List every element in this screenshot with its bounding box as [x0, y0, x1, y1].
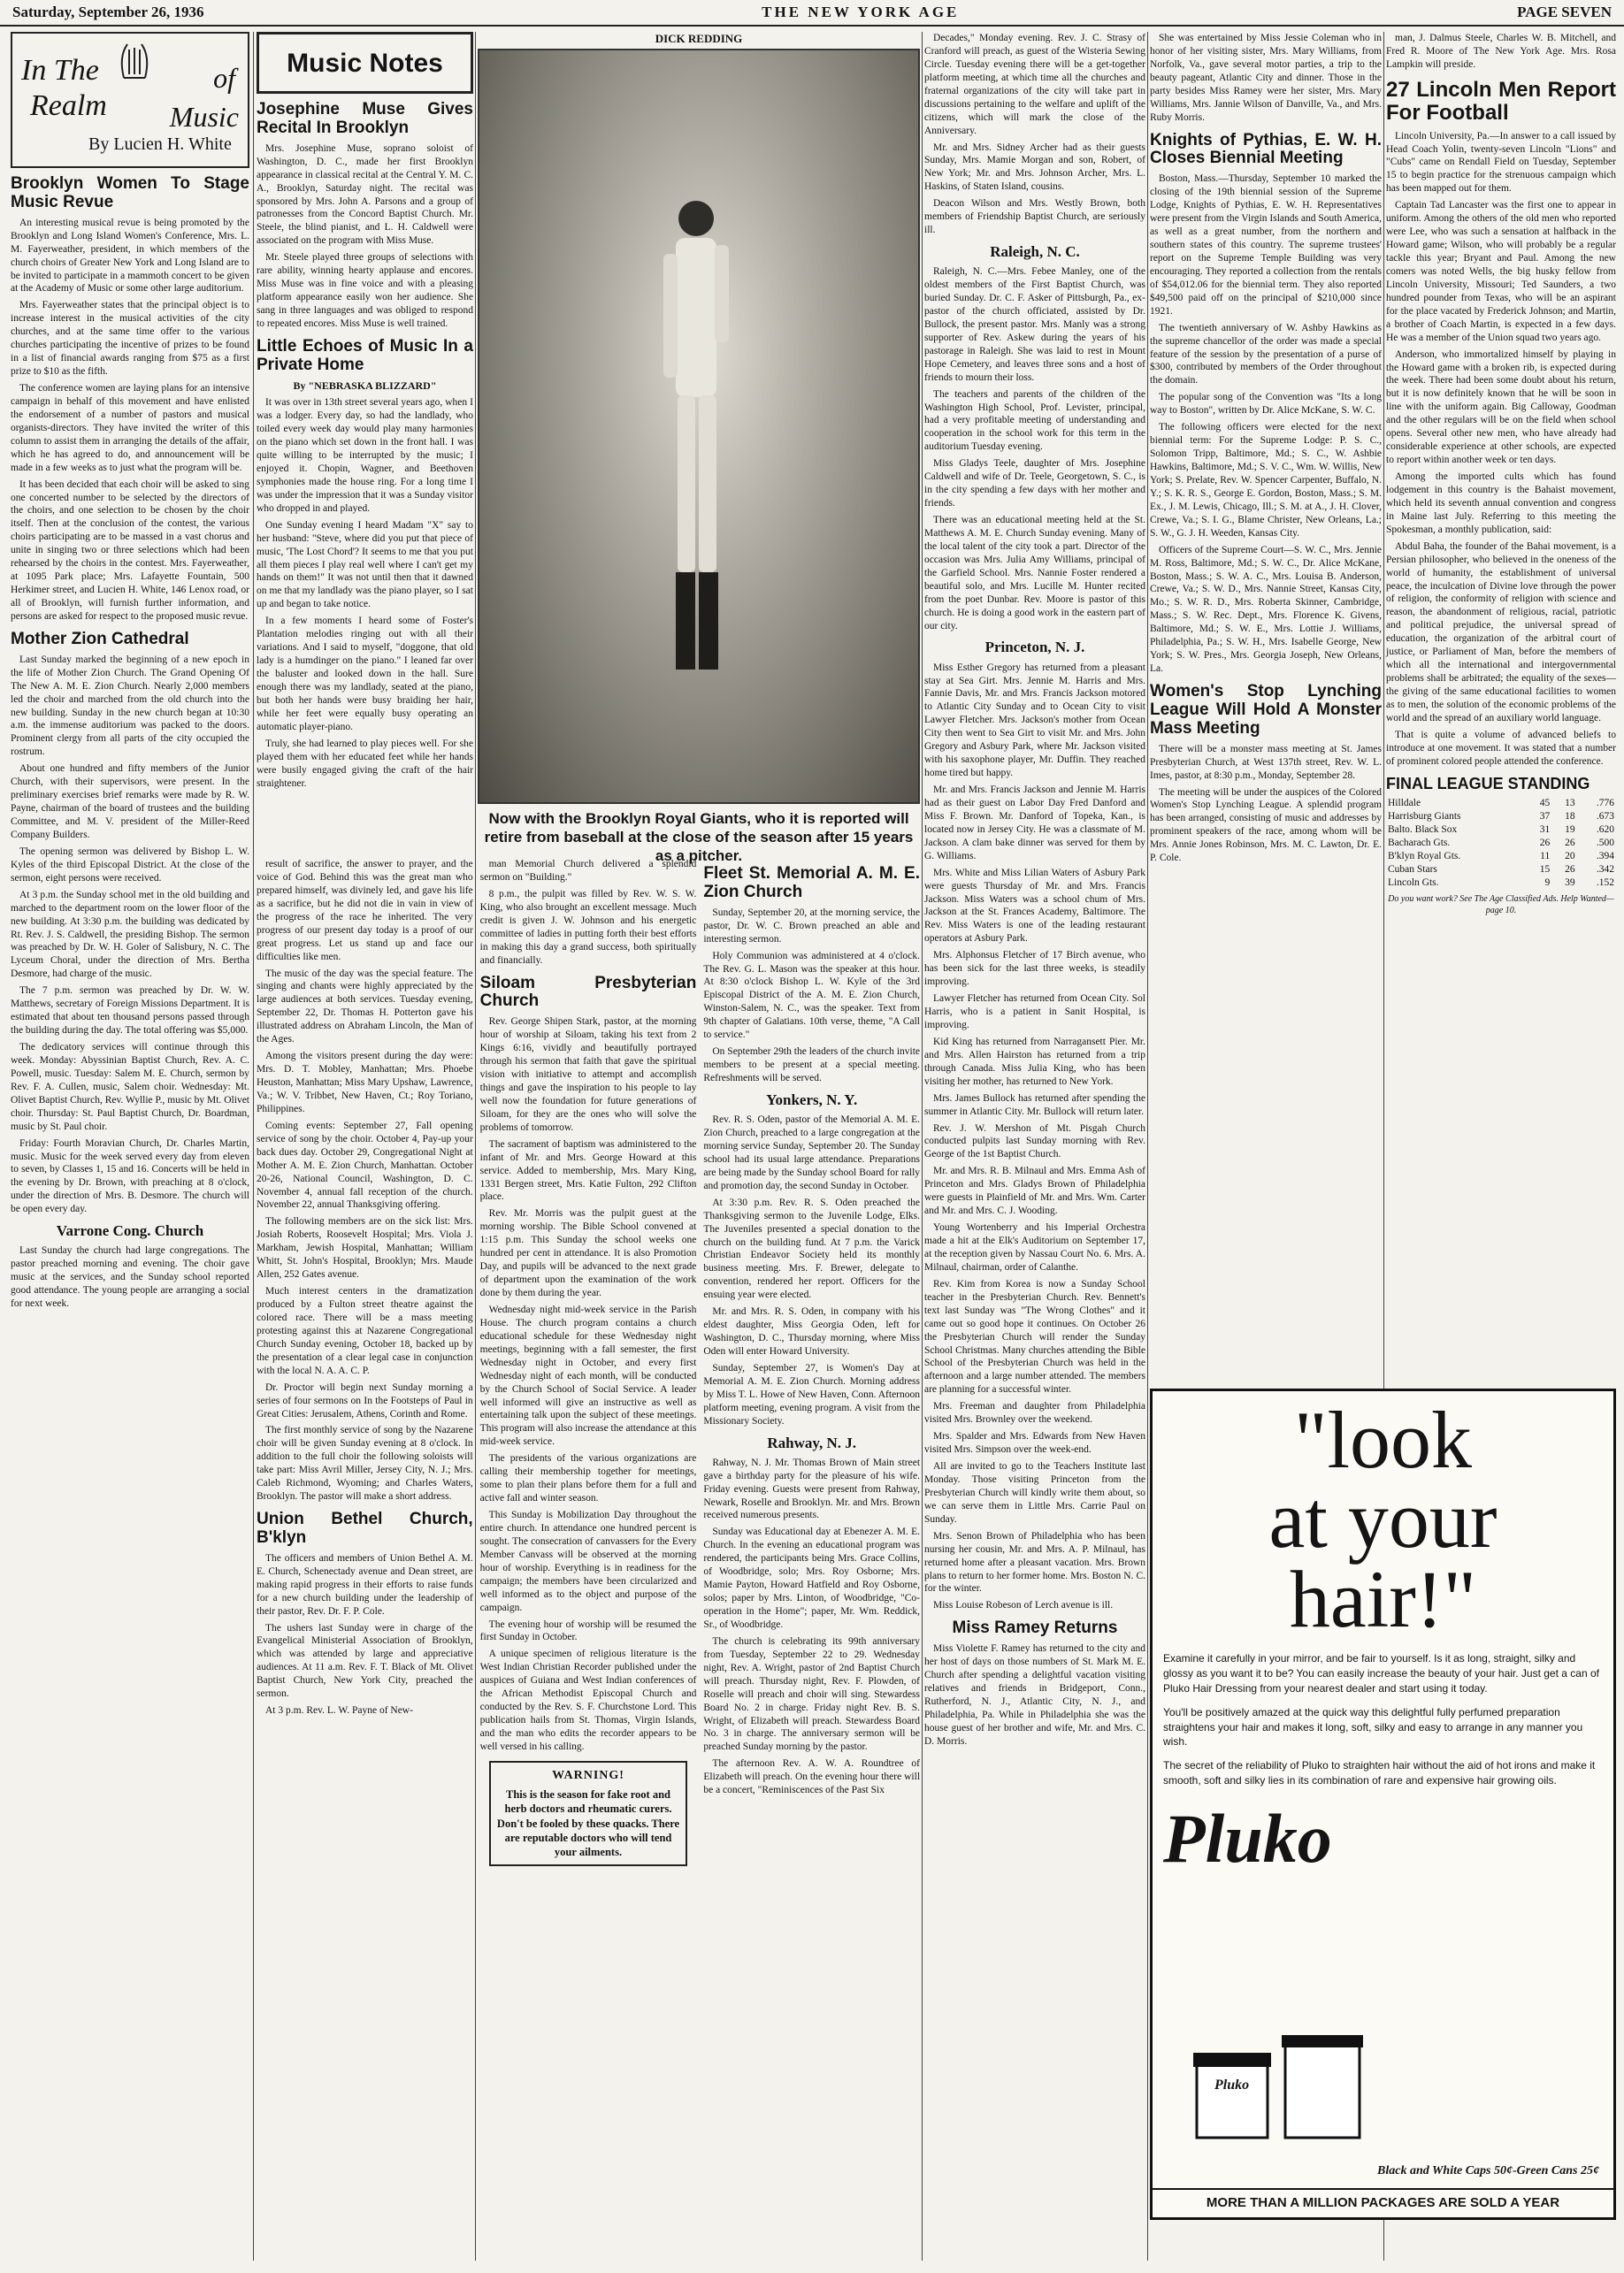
realm-logo-line: of [213, 62, 235, 94]
ad-footer: MORE THAN A MILLION PACKAGES ARE SOLD A YEAR [1153, 2188, 1613, 2210]
team-name: Lincoln Gts. [1388, 876, 1439, 888]
article-paragraph: Miss Gladys Teele, daughter of Mrs. Josephine Caldwell and wife of Dr. Teele, Georgetown, S. C., is in the city spending a few days with her mother and friends. [924, 458, 1145, 509]
article-paragraph: This Sunday is Mobilization Day throughout the entire church. In attendance one hundred percent is sought. The consecration of canvassers for the Every Member Canvass will be observed at the morning hour of worship. Everything is in readiness for the campaign; the members have been circularized and well informed as to the object and purpose of the campaign. [479, 1510, 697, 1613]
standing-row [1386, 797, 1616, 810]
team-name: Cuban Stars [1388, 863, 1437, 875]
article-paragraph: Mrs. Spalder and Mrs. Edwards from New Haven visited Mrs. Simpson over the week-end. [924, 1431, 1145, 1456]
article-paragraph: There was an educational meeting held at the St. Matthews A. M. E. Church Sunday evening. Many of the local talent of the city took a part. Director of the occasion was Mrs. Julia Amy Williams, principal of the Garfield School. Mrs. Nannie Foster rendered a beautiful solo, and Mrs. Lucille M. Hunter recited from the poet Dunbar. Rev. Moore is pastor of this church. He is doing a good work in the eastern part of our city. [924, 515, 1145, 631]
ad-price-tag: Black and White Caps 50¢-Green Cans 25¢ [1377, 2164, 1599, 2177]
article-paragraph: At 3 p.m. the Sunday school met in the old building and marched to the department room on the lower floor of the new building. At 3:30 p.m. the building was dedicated by Rt. Rev. J. S. Caldwell, the presiding Bishop. The sermon was preached by Dr. W. H. Goler of Salisbury, N. C. The Lyceum Choral, under the direction of Mrs. Bertha Desmore, had charge of the music. [11, 889, 249, 980]
article-paragraph: Deacon Wilson and Mrs. Westly Brown, both members of Friendship Baptist Church, are seriously ill. [924, 198, 1145, 236]
article-paragraph: At 3:30 p.m. Rev. R. S. Oden preached the Thanksgiving sermon to the Juvenile Lodge, Elks. The Juveniles presented a special donation to the church on the building fund. At 7 p.m. the Varick Christian Endeavor Society held its monthly business meeting. Mrs. F. Brewer, delegate to convention, rendered her report. Officers for the ensuing year were elected. [703, 1197, 921, 1301]
masthead-date: Saturday, September 26, 1936 [12, 4, 204, 20]
article-paragraph: Holy Communion was administered at 4 o'clock. The Rev. G. L. Mason was the speaker at this hour. At 8:30 o'clock Bishop L. W. Kyle of the 3rd Episcopal District of the A. M. E. Zion Church, Winston-Salem, N. C., was the speaker. Text from 9th chapter of Galatians. 10th verse, theme, "A Call to service." [703, 950, 921, 1041]
article-paragraph: Dr. Proctor will begin next Sunday morning a series of four sermons on In the Footsteps of Paul in Great Cities: Jerusalem, Athens, Corinth and Rome. [257, 1381, 473, 1420]
article-headline: Fleet St. Memorial A. M. E. Zion Church [703, 864, 921, 901]
article-paragraph: Lawyer Fletcher has returned from Ocean City. Sol Harris, who is a patient in Sanit Hospital, is improving. [924, 993, 1145, 1030]
team-name: B'klyn Royal Gts. [1388, 850, 1461, 861]
article-paragraph: Boston, Mass.—Thursday, September 10 marked the closing of the 19th biennial session of the Supreme Lodge, Knights of Pythias, E. W. H. Representatives were present from the Virgin Islands and South America, as well as a great number, from the northern and southern states of this country. The supreme trustees' report on the Supreme Temple Building was very encouraging. They reported a collection from the rentals of $54,012.06 for the biennial term. They also reported $49,500 paid off on the principal of $210,000 since 1921. [1150, 173, 1382, 317]
article-paragraph: Much interest centers in the dramatization produced by a Fulton street theatre against the colored race. There will be a mass meeting protesting against this at Nazarene Congregational Church Sunday evening, October 18, backed up by the presentation of a clear legal case in conjunction with the local N. A. A. C. P. [257, 1286, 473, 1376]
article-paragraph: The sacrament of baptism was administered to the infant of Mr. and Mrs. George Howard at this service. Added to membership, Mrs. Mary King, 1331 Bergen street, Mrs. Katie Fulton, 292 Clifton place. [479, 1138, 697, 1203]
realm-of-music-logo [11, 32, 249, 168]
article-paragraph: The presidents of the various organizations are calling their membership together for meetings, some to plan their plans before them for a full and active fall and winter season. [479, 1453, 697, 1504]
article-paragraph: Rev. R. S. Oden, pastor of the Memorial A. M. E. Zion Church, preached to a large congregation at the morning service Sunday, September 20. The Sunday school had its usual large attendance. Preparations are being made by the Sunday school Board for rally and promotion day, the second Sunday in October. [703, 1114, 921, 1191]
article-subhead: Raleigh, N. C. [990, 243, 1080, 261]
article-paragraph: The first monthly service of song by the Nazarene choir will be given Sunday evening at 8 o'clock. In addition to the full choir the following soloists will take part: Miss Avril Miller, Jersey City, N. J.; Mrs. Caleb Richmond, Wyoming; and Charles Waters, Brooklyn. The pastor will make a short address. [257, 1425, 473, 1503]
standing-value: 26 [1539, 837, 1551, 848]
realm-logo-line: Music [169, 101, 239, 133]
standing-row [1386, 876, 1616, 890]
article-subhead: Yonkers, N. Y. [766, 1091, 858, 1108]
team-name: Bacharach Gts. [1388, 837, 1451, 848]
article-subhead: Varrone Cong. Church [56, 1222, 204, 1240]
article-paragraph: Decades," Monday evening. Rev. J. C. Strasy of Cranford will preach, as guest of the Wisteria Sewing Circle. Tuesday evening there will be a get-together platform meeting, at which time all the churches and fraternal organizations of the city will take part in discussions pertaining to the welfare and uplift of the citizens, which will mark the close of the Anniversary. [924, 33, 1145, 136]
article-paragraph: That is quite a volume of advanced beliefs to introduce at one movement. It was stated that a number of prominent colored people attended the conference. [1386, 729, 1616, 767]
column-5 [1150, 32, 1382, 1358]
ad-headline-line: hair!" [1289, 1554, 1477, 1645]
standing-value: 19 [1565, 823, 1575, 835]
realm-logo-line: In The [21, 54, 99, 87]
ad-copy-paragraph: Examine it carefully in your mirror, and be fair to yourself. Is it as long, straight, silky and glossy as you want it to be? You can easily increase the beauty of your hair. Just get a can of Pluko Hair Dressing from your nearest dealer and start using it today. [1163, 1652, 1599, 1695]
article-paragraph: Last Sunday the church had large congregations. The pastor preached morning and evening. The choir gave music at the services, and the Sunday school reported good attendance. The young people are arranging a social for next week. [11, 1245, 249, 1310]
article-paragraph: One Sunday evening I heard Madam "X" say to her husband: "Steve, where did you put that piece of music, 'The Lost Chord'? It seems to me that you put all them pieces I play real well where I can't get my hands on them!" It was not until then that it dawned on me that my landlady was the piano player, so I sat up and began to take notice. [257, 519, 473, 610]
article-paragraph: Last Sunday marked the beginning of a new epoch in the life of Mother Zion Church. The Grand Opening Of The New A. M. E. Zion Church. Nearly 2,000 members led the choir and marched from the old church into the new building. Sunday in the new church began at 10:30 a.m. the immense auditorium was packed to the doors. Prominent clergy from all parts of the city occupied the rostrum. [11, 654, 249, 758]
column-rule [1147, 32, 1148, 2261]
article-paragraph: Mrs. Senon Brown of Philadelphia who has been nursing her cousin, Mr. and Mrs. A. P. Milnaul, has returned home after a pleasant vacation. Mrs. Brown plans to return to her former home. Mrs. Boston N. C. for the winter. [924, 1530, 1145, 1595]
standing-value: .394 [1596, 850, 1614, 861]
article-paragraph: The meeting will be under the auspices of the Colored Women's Stop Lynching League. A splendid program has been arranged, consisting of music and addresses by prominent speakers of the race, among whom will be Mrs. Annie Jones Robinson, Mrs. M. C. Lawton, Dr. E. P. Cole. [1150, 786, 1382, 864]
article-paragraph: Friday: Fourth Moravian Church, Dr. Charles Martin, music. Music for the week served every day from eleven to seven, by Classes 1, 15 and 16. Concerts will be held in the evening by Dr. Brown, with preaching at 8 o'clock, under the direction of Mrs. B. Desmore. The church will be open every day. [11, 1137, 249, 1215]
standing-value: 31 [1539, 823, 1551, 835]
ad-headline [1163, 1395, 1603, 1645]
standing-row [1386, 863, 1616, 876]
article-paragraph: Rev. Mr. Morris was the pulpit guest at the morning worship. The Bible School convened at 1:15 p.m. This Sunday the school weeks one hundred per cent in attendance. It is also Promotion Day, and pupils will be advanced to the next grade of department upon the examination of the work done by them during the year. [479, 1208, 697, 1299]
article-paragraph: Miss Violette F. Ramey has returned to the city and her host of days on those numbers of St. Mark M. E. Church after spending a delightful vacation visiting relatives and friends in Bridgeport, Conn., Rutherford, N. J., Atlantic City, N. J., and Philadelphia, Pa. While in Philadelphia she was the house guest of her brother and wife, Mr. and Mrs. C. D. Morris. [924, 1643, 1145, 1747]
article-paragraph: The officers and members of Union Bethel A. M. E. Church, Schenectady avenue and Dean street, are making rapid progress in their efforts to raise funds for a new church building under the leadership of their pastor, Rev. Dr. F. P. Cole. [257, 1552, 473, 1617]
article-paragraph: The 7 p.m. sermon was preached by Dr. W. W. Matthews, secretary of Foreign Missions Department. It is estimated that about ten thousand persons passed through the building during the day. The total offering was $5,000. [11, 985, 249, 1037]
article-paragraph: The music of the day was the special feature. The singing and chants were highly appreciated by the large audiences at both services. Tuesday evening, September 22, Dr. Thomas H. Potterton gave his illustrated address on Abraham Lincoln, the Man of the Ages. [257, 968, 473, 1045]
article-paragraph: The dedicatory services will continue through this week. Monday: Abyssinian Baptist Church, Rev. A. C. Powell, music. Tuesday: Salem M. E. Church, sermon by Rev. F. A. Cullen, music, Salem choir. Wednesday: Mt. Olivet Baptist Church, Rev. Wyllie P., music by Mt. Olivet choir. Thursday: St. Paul Baptist Church, Dr. Boardman, music by St. Paul choir. [11, 1042, 249, 1132]
column-3b-lower [703, 858, 920, 2255]
article-paragraph: man Memorial Church delivered a splendid sermon on "Building." [479, 859, 697, 883]
realm-logo-author: By Lucien H. White [88, 134, 232, 154]
article-paragraph: 8 p.m., the pulpit was filled by Rev. W. S. W. King, who also brought an excellent message. Much credit is given J. W. Johnson and his energetic committee of ladies in putting forth their best efforts in making this day a grand success, both spiritually and financially. [479, 888, 697, 966]
classified-note: Do you want work? See The Age Classified Ads. Help Wanted—page 10. [1388, 893, 1614, 915]
ad-headline-line: "look [1293, 1395, 1473, 1485]
column-3a-lower [480, 858, 697, 2255]
article-paragraph: Truly, she had learned to play pieces well. For she played them with her educated feet while her hands were busily engaged giving the craft of the hair straightener. [257, 738, 473, 789]
standing-value: 39 [1565, 876, 1575, 888]
column-1 [11, 32, 249, 2261]
column-rule [253, 32, 254, 2261]
standing-value: 20 [1565, 850, 1575, 861]
article-paragraph: Mr. and Mrs. R. B. Milnaul and Mrs. Emma Ash of Princeton and Mrs. Gladys Brown of Philadelphia were guests in Plainfield of Mr. and Mrs. Wm. Carter and Mr. and Mrs. C. J. Wooding. [924, 1166, 1145, 1217]
article-paragraph: Miss Louise Robeson of Lerch avenue is ill. [933, 1600, 1114, 1611]
article-paragraph: Mrs. Freeman and daughter from Philadelphia visited Mrs. Brownley over the weekend. [924, 1401, 1145, 1426]
standing-value: .500 [1596, 837, 1614, 848]
ad-copy-paragraph: The secret of the reliability of Pluko to straighten hair without the aid of hot irons and make it smooth, soft and silky lies in its combination of rare and expensive hair growing oils. [1163, 1759, 1596, 1787]
article-headline: Women's Stop Lynching League Will Hold A Monster Mass Meeting [1150, 682, 1382, 738]
article-paragraph: Miss Esther Gregory has returned from a pleasant stay at Sea Girt. Mrs. Jennie M. Harris and Mrs. Fannie Davis, Mr. and Mrs. Francis Jackson motored to Atlantic City Sunday and to Ocean City to visit Lawyer Fletcher. Mrs. Jackson's mother from Ocean City then went to Sea Girt to visit Mr. and Mrs. John Gregory and Asbury Park, where Mr. Jackson visited with his saxophone player, Mr. Duffin. They reached home tired but happy. [924, 662, 1145, 779]
standing-value: .152 [1596, 876, 1614, 888]
article-byline: By "NEBRASKA BLIZZARD" [293, 379, 437, 392]
standing-value: .620 [1596, 823, 1614, 835]
article-paragraph: Anderson, who immortalized himself by playing in the Howard game with a broken rib, is expected during the week. There had been some doubt about his return, but it is now definitely known that he will be soon in line with the uniform again. Big Calloway, Goodman and the other regulars will be on the field when school opens. Several other new men, who have already had considerable experience at other schools, are expected to report within another week or ten days. [1386, 348, 1616, 466]
ad-brand-name: Pluko [1163, 1799, 1332, 1877]
team-name: Harrisburg Giants [1388, 810, 1461, 822]
article-paragraph: Officers of the Supreme Court—S. W. C., Mrs. Jennie M. Ross, Baltimore, Md.; S. W. C., Dr. Alice McKane, Boston, Mass.; S. W. A. C., Mrs. Louisa B. Anderson, Crewe, Va.; S. W. D., Mrs. Nannie Street, Kansas City, Mo.; S. W. R. D., Mrs. Roberta Skinner, Cambridge, Mass.; S. W. Rec. Dept., Mrs. Florence K. Givens, Baltimore, Md.; S. W. E., Mrs. Lottie J. Williams, Philadelphia, Pa.; S. W. H., Mrs. Isabelle George, New York; S. W. Pres., Mrs. Georgia Joseph, New Orleans, La. [1150, 544, 1382, 675]
masthead-page-number: PAGE SEVEN [1517, 4, 1612, 20]
article-paragraph: Mrs. James Bullock has returned after spending the summer in Atlantic City. Mr. Bullock will return later. [924, 1092, 1145, 1117]
lyre-icon [117, 39, 152, 81]
standing-value: 15 [1539, 863, 1551, 875]
column-rule [922, 32, 923, 2261]
article-paragraph: Sunday, September 27, is Women's Day at Memorial A. M. E. Zion Church. Morning address by Miss T. L. Howe of New Haven, Conn. Afternoon platform meeting, evening program. A visit from the Missionary Society. [703, 1362, 921, 1427]
photo-caption: Now with the Brooklyn Royal Giants, who it is reported will retire from baseball at the close of the season after 15 years as a pitcher. [484, 809, 914, 865]
article-paragraph: The evening hour of worship will be resumed the first Sunday in October. [479, 1619, 697, 1643]
team-name: Balto. Black Sox [1388, 823, 1458, 835]
article-headline: Siloam Presbyterian Church [479, 973, 697, 1011]
article-headline: Miss Ramey Returns [952, 1619, 1118, 1638]
column-4 [924, 32, 1145, 2261]
article-paragraph: Mr. and Mrs. Francis Jackson and Jennie M. Harris had as their guest on Labor Day Fred Danford and Miss F. Brown. Mr. Danford of Topeka, Kan., is located now in Jersey City. He was a classmate of M. Jackson. A clam bake dinner was served for them by G. Williams. [924, 784, 1145, 861]
article-paragraph: It has been decided that each choir will be asked to sing one concerted number to be selected by the directors of the choirs, and one selection to be chosen by the choir itself. Then at the conclusion of the contest, the various choirs participating are to be massed in a vast chorus and unite in singing two or three selections which had been rehearsed by the choirs in the contest. Mrs. Fayerweather, at 1095 Park place; Mrs. Lafayette Fountain, 500 Herkimer street, and Lucien H. White, 146 Lenox road, or all of Brooklyn, will furnish further information, and persons are asked for respect to the proposed music revue. [11, 478, 249, 622]
article-paragraph: The following officers were elected for the next biennial term: For the Supreme Lodge: P. S. C., Solomon Tripp, Baltimore, Md.; S. C., W. Ashbie Hawkins, Baltimore, Md.; S. V. C., Wm. W. Willis, New York; S. Prelate, Rev. W. Spencer Carpenter, Buffalo, N. Y.; S. K. R. S., George E. Gordon, Boston, Mass.; S. M. Ex., J. M. Lewis, Chicago, Ill.; S. M. at A., J. H. Clover, Crewe, Va.; S. I. G., Blame Christer, New Orleans, La.; S. W., G. J. H. Weeden, Kansas City. [1150, 422, 1382, 539]
article-paragraph: Rev. George Shipen Stark, pastor, at the morning hour of worship at Siloam, taking his text from 2 Kings 6:16, vividly and beautifully portrayed through his sermon that faith that gave the spiritual vision with initiative to attempt and accomplish things and gave the inspiration to his people to lay well now the foundation for future generations of Siloam, for they are the ones who will solve the problems of tomorrow. [479, 1016, 697, 1133]
article-paragraph: Mr. Steele played three groups of selections with rare ability, winning hearty applause and encores. Miss Muse was in fine voice and with a pleasing platform appearance easily won her audience. She sang in three languages and was obliged to respond to repeated encores. Miss Muse is well trained. [257, 252, 473, 329]
music-notes-banner: Music Notes [257, 32, 473, 94]
article-paragraph: Mrs. Fayerweather states that the principal object is to increase interest in the musical activities of the city churches, and at the same time offer to the various churches participating the incentive of prizes to be found in a list of financial awards ranging from $75 as a first prize to $10 as the fifth. [11, 300, 249, 378]
league-standing-table [1386, 774, 1616, 916]
masthead-paper-name: THE NEW YORK AGE [762, 4, 960, 20]
standing-row [1386, 810, 1616, 823]
article-paragraph: Captain Tad Lancaster was the first one to appear in uniform. Among the others of the old men who reported were Lee, who was such a sensation at halfback in the Howard game; Wilson, who will probably be a regular tackle this year; Bryant and Paul. Among the new comers was noted Wells, the big husky fellow from Lincoln University, Missouri; Ted Saunders, a two hundred pounder from Texas, who will be an aspirant for the place vacated by Frederick Johnson; and Martin, a brother of Coach Martin, is expected in a few days. He was a member of the Union squad two years ago. [1386, 200, 1616, 343]
standing-value: 26 [1565, 837, 1575, 848]
standing-value: .342 [1596, 863, 1614, 875]
article-paragraph: result of sacrifice, the answer to prayer, and the voice of God. Behind this was the great man who prepared himself, was divinely led, and gave his life as a sacrifice, but he did not die in vain in view of the progress of the race he inherited. The very progress of our present day today is a proof of our great progress. Let us stand up and face our difficulties like men. [257, 859, 473, 962]
article-paragraph: man, J. Dalmus Steele, Charles W. B. Mitchell, and Fred R. Moore of The New York Age. Mrs. Rosa Lampkin will preside. [1386, 33, 1616, 70]
article-paragraph: Kid King has returned from Narragansett Pier. Mr. and Mrs. Allen Hairston has returned from a trip through Canada. Miss Julia King, who has been visiting her mother, has returned to New York. [924, 1036, 1145, 1087]
standing-value: 13 [1565, 798, 1575, 809]
standing-value: 18 [1565, 810, 1575, 822]
article-headline: Mother Zion Cathedral [11, 629, 189, 648]
article-paragraph: Raleigh, N. C.—Mrs. Febee Manley, one of the oldest members of the First Baptist Church, was buried Sunday. Dr. C. F. Asker of Pittsburgh, Pa., ex-pastor of the church officiated, assisted by Dr. Bullock, the present pastor. Mrs. Manly was a strong supporter of Rev. Askew during the years of his pastorage in Raleigh. She was laid to rest in Mount Hope Cemetery, and leaves three sons and a host of friends to mourn their loss. [924, 266, 1145, 383]
pluko-advertisement-wrapper [1150, 1380, 1616, 2220]
article-paragraph: All are invited to go to the Teachers Institute last Monday. Those visiting Princeton from the Presbyterian Church will kindly write them about, so we can serve them in Little Mrs. Carrie Paul on Sunday. [924, 1461, 1145, 1525]
article-headline: Josephine Muse Gives Recital In Brooklyn [257, 100, 473, 137]
realm-logo-line: Realm [30, 89, 107, 122]
article-headline: Knights of Pythias, E. W. H. Closes Biennial Meeting [1150, 130, 1382, 168]
article-paragraph: There will be a monster mass meeting at St. James Presbyterian Church, at West 137th street, Rev. W. L. Imes, pastor, at 8:30 p.m., Monday, September 28. [1150, 743, 1382, 781]
article-paragraph: Wednesday night mid-week service in the Parish House. The church program contains a church educational schedule for these Wednesday night meetings, beginning with a fall semester, the first Wednesday night in October, and every first Wednesday night of each month, will be conducted by the Church School of Social Service. A leader well informed will give an instructive as well as entertaining talk upon the subject of these meetings. This program will also increase the attendance at this mid-week service. [479, 1304, 697, 1448]
ad-copy [1163, 1651, 1603, 1787]
article-paragraph: On September 29th the leaders of the church invite members to be present at a special meeting. Refreshments will be served. [703, 1046, 921, 1084]
article-paragraph: Mrs. Josephine Muse, soprano soloist of Washington, D. C., made her first Brooklyn appearance in classical recital at the Central Y. M. C. A., Brooklyn, Saturday night. The recital was sponsored by Mrs. John A. Parsons and a group of patronesses from the Concord Baptist Church. Mr. Steele, the blind pianist, and L. H. Caldwell were associated on the program with Miss Muse. [257, 142, 473, 247]
article-paragraph: Mrs. White and Miss Lilian Waters of Asbury Park were guests Thursday of Mr. and Mrs. Francis Jackson. Miss Waters was a school chum of Mrs. Jackson at the St. Frances Academy, Baltimore. The Rev. Miss Waters is one of the leading restaurant operators at Asbury Park. [924, 867, 1145, 945]
jar-label-text: Pluko [1214, 2078, 1250, 2093]
article-subhead: Rahway, N. J. [767, 1434, 856, 1451]
article-paragraph: Rahway, N. J. Mr. Thomas Brown of Main street gave a birthday party for the pleasure of his wife. Friday evening. Guests were present from Rahway, Newark, Roselle and Brooklyn. Mr. and Mrs. Brown received numerous presents. [703, 1457, 921, 1521]
article-paragraph: Among the visitors present during the day were: Mrs. D. T. Mobley, Manhattan; Mrs. Phoebe Heuston, Manhattan; Miss Mary Upshaw, Lawrence, Va.; W. V. Tribbet, New Haven, Ct.; Roy Toriano, Philippines. [257, 1051, 473, 1114]
column-2-lower [257, 858, 473, 2255]
league-standing-title: FINAL LEAGUE STANDING [1386, 774, 1590, 792]
standing-row [1386, 850, 1616, 863]
ad-headline-line: at your [1268, 1474, 1498, 1565]
team-name: Hilldale [1388, 798, 1421, 809]
article-paragraph: The popular song of the Convention was "Its a long way to Boston", written by Dr. Alice McKane, S. W. C. [1150, 392, 1382, 417]
article-paragraph: In a few moments I heard some of Foster's Plantation melodies ringing out with all their variations. And I said to myself, "doggone, that old lady is a humdinger on the piano." I leaned far over the baluster and looked down in the hall. Sure enough there was my landlady, seated at the piano, but both her hands were busy braiding her hair, while her feet were equally busy operating an automatic player-piano. [257, 616, 473, 732]
article-paragraph: Rev. Kim from Korea is now a Sunday School teacher in the Presbyterian Church. Rev. Bennett's text last Sunday was "The Wrong Clothes" and it came out so good hope it continues. On October 26 the Presbyterian Church will render the Sunday School Christmas. Many churches attending the Bible School of the Presbyterian Church was held in the afternoon and a large number attended. The members are planning for a successful winter. [924, 1278, 1145, 1396]
article-paragraph: The ushers last Sunday were in charge of the Evangelical Ministerial Association of Brooklyn, which was attended by large and appreciative audiences. At 11 a.m. Rev. F. T. Black of Mt. Olivet Baptist Church, New York City, preached the sermon. [257, 1622, 473, 1700]
article-paragraph: About one hundred and fifty members of the Junior Church, with their supervisors, were present. In the preliminary exercises brief remarks were made by R. W. Payne, chairman of the board of trustees and the building Committee, and M. V. president of the Miller-Reed Company Builders. [11, 763, 249, 840]
article-paragraph: The afternoon Rev. A. W. A. Roundtree of Elizabeth will preach. On the evening hour there will be a concert, "Reminiscences of the Past Six [703, 1758, 921, 1796]
warning-box [489, 1761, 688, 1866]
standing-row [1386, 837, 1616, 850]
standing-value: .776 [1596, 798, 1614, 809]
article-paragraph: Sunday was Educational day at Ebenezer A. M. E. Church. In the evening an educational program was rendered, the participants being Mrs. Grace Collins, of Woodbridge, solo; Mrs. Roy Osborne; Mrs. Mamie Payton, Howard Hatfield and Roy Osborne, solos; paper by Mrs. Linton, of Woodbridge, "Co-operation in the Home"; paper, Mr. Wm. Reddick, Sr., of Woodbridge. [703, 1527, 921, 1630]
article-paragraph: Among the imported cults which has found lodgement in this country is the Bahaist movement, which held its seventh annual convention and congress in Maine last July. Referring to this meeting the Spokesman, a monthly publication, said: [1386, 471, 1616, 535]
article-paragraph: Rev. J. W. Mershon of Mt. Pisgah Church conducted pulpits last Sunday morning with Rev. George of the 1st Baptist Church. [924, 1122, 1145, 1160]
article-paragraph: She was entertained by Miss Jessie Coleman who in honor of her visiting sister, Mrs. Mary Williams, from Norfolk, Va., gave several motor parties, a trip to the beauty pageant, Atlantic City and dinner. Those in the party besides Miss Ramey were her sister, Mrs. Mary Williams, Mrs. Jannie Wilson of Danville, Va., and Mrs. Ruby Morris. [1150, 33, 1382, 123]
article-paragraph: Sunday, September 20, at the morning service, the pastor, Dr. W. C. Brown preached an able and interesting sermon. [703, 907, 921, 945]
article-paragraph: At 3 p.m. Rev. L. W. Payne of New- [265, 1705, 413, 1717]
article-headline: Union Bethel Church, B'klyn [257, 1510, 473, 1547]
article-paragraph: Coming events: September 27, Fall opening service of song by the choir. October 4, Pay-up your back dues day. October 29, Congregational Night at Mother A. M. E. Zion Church, Manhattan. October 20-26, National Council, Washington, D. C. November 4, annual fall reception of the church. November 22, annual Thanksgiving offering. [257, 1120, 473, 1211]
standing-value: .673 [1596, 810, 1614, 822]
lower-middle-section [257, 858, 920, 2261]
article-subhead: Princeton, N. J. [984, 639, 1085, 656]
article-paragraph: Mr. and Mrs. R. S. Oden, in company with his eldest daughter, Miss Georgia Oden, left for Washington, D. C., Thursday morning, where Miss Oden will enter Howard University. [703, 1306, 921, 1357]
article-paragraph: The church is celebrating its 99th anniversary from Tuesday, September 22 to 29. Wednesday night, Rev. A. Wright, pastor of 2nd Baptist Church will preach. Thursday night, Rev. F. Plowden, of Roselle will preach and choir will sing. Stewardess Board No. 2 in charge. Friday night Rev. B. S. Wright, of Elizabeth will preach. Stewardess Board No. 3 in charge. The anniversary sermon will be preached Sunday morning by the pastor. [703, 1635, 921, 1753]
masthead [0, 0, 1624, 27]
article-paragraph: The teachers and parents of the children of the Washington High School, Prof. Levister, principal, had a very profitable meeting of understanding and cooperation in the school work for this term in the auditorium Tuesday evening. [924, 388, 1145, 453]
column-2-top [257, 32, 473, 792]
standing-value: 11 [1540, 850, 1551, 861]
warning-text: This is the season for fake root and herb doctors and rheumatic curers. Don't be fooled by these quacks. There are reputable doctors who will tend your ailments. [496, 1788, 680, 1859]
pitcher-figure-icon [656, 192, 736, 687]
column-6 [1386, 32, 1616, 1358]
standing-value: 9 [1544, 876, 1551, 888]
standing-value: 37 [1539, 810, 1551, 822]
article-headline: Little Echoes of Music In a Private Home [257, 336, 473, 374]
baseball-player-photo [478, 49, 920, 804]
pluko-advertisement[interactable] [1150, 1389, 1616, 2220]
photo-section [478, 32, 920, 865]
article-paragraph: Lincoln University, Pa.—In answer to a call issued by Head Coach Yolin, twenty-seven Lincoln "Lions" and "Cubs" came on Rendall Field on Tuesday, September 15 to begin practice for the strenuous campaign which has been mapped out for them. [1386, 130, 1616, 195]
article-paragraph: Young Wortenberry and his Imperial Orchestra made a hit at the Elk's Auditorium on September 17, at the reception given by Nassau Court No. 6. Mrs. A. Milnaul, chairman, order of Calanthe. [924, 1222, 1145, 1273]
article-paragraph: Mrs. Alphonsus Fletcher of 17 Birch avenue, who has been sick for the last three weeks, is steadily improving. [924, 950, 1145, 988]
standing-value: 26 [1565, 863, 1575, 875]
article-paragraph: An interesting musical revue is being promoted by the Brooklyn and Long Island Women's Conference, Mrs. L. M. Fayerweather, president, in which members of the church choirs of Greater New York and Long Island are to be invited to participate in a mammoth concert to be given at the Academy of Music or some other large auditorium. [11, 217, 249, 295]
article-paragraph: Abdul Baha, the founder of the Bahai movement, is a Persian philosopher, who believed in the oneness of the world of humanity, the establishment of universal peace, the inculcation of Divine love through the power of religion, the conformity of religion with science and reason, the abandonment of religious, racial, patriotic and political prejudice, the universal spread of education, the organization of the arbitral court of justice, or Parliament of Man, before the members of which all the international and intergovernmental problems shall be arbitrated; the equality of the sexes—the giving of the same educational facilities to women as to men, the solution of the economic problems of the world and the spread of an auxiliary world language. [1386, 540, 1616, 723]
standing-value: 45 [1539, 798, 1551, 809]
article-paragraph: It was over in 13th street several years ago, when I was a lodger. Every day, so had the landlady, who toiled every week day would play many harmonies on the piano which set down in the front hall. I was quite willing to be interrupted by the music; I enjoyed it. Chopin, Wagner, and Beethoven symphonies made the house ring. For a long time I was under the impression that it was a Sunday visitor who dropped in and played. [257, 397, 473, 514]
standing-row [1386, 823, 1616, 837]
article-paragraph: The following members are on the sick list: Mrs. Josiah Roberts, Roosevelt Hospital; Mrs. Viola J. Markham, Jewish Hospital, Manhattan; William Whitt, St. John's Hospital, Brooklyn; Mrs. Maude Allen, 252 Gates avenue. [257, 1216, 473, 1281]
article-paragraph: Mr. and Mrs. Sidney Archer had as their guests Sunday, Mrs. Mamie Morgan and son, Robert, of New York; Mr. and Mrs. Johnson Archer, Mrs. L. Haskins, of Staten Island, cousins. [924, 142, 1145, 193]
warning-title: WARNING! [552, 1768, 624, 1782]
ad-copy-paragraph: You'll be positively amazed at the quick way this delightful fully perfumed preparation straightens your hair and makes it long, soft, silky and easy to arrange in any manner you wish. [1163, 1705, 1583, 1749]
article-paragraph: A unique specimen of religious literature is the West Indian Christian Recorder published under the auspices of Guiana and West Indian conferences of the African Methodist Episcopal Church and conducted by the Rev. S. F. Churchstone Lord. This publication hails from St. Thomas, Virgin Islands, and the man who edits the recorder appears to be well versed in his calling. [479, 1649, 697, 1752]
article-headline: Brooklyn Women To Stage Music Revue [11, 174, 249, 211]
article-headline: 27 Lincoln Men Report For Football [1386, 77, 1616, 126]
article-paragraph: The opening sermon was delivered by Bishop L. W. Kyles of the third Episcopal District. At the close of the sermon, eight persons were received. [11, 846, 249, 884]
article-paragraph: The twentieth anniversary of W. Ashby Hawkins as the supreme chancellor of the order was made a special feature of the session by the presentation of a purse of $300, contributed by members of the Order throughout the domain. [1150, 322, 1382, 386]
article-paragraph: The conference women are laying plans for an intensive campaign in behalf of this movement and have enlisted the endorsement of a number of pastors and musical organists-directors. They have invited the writer of this column to assist them in arranging the details of the affair, which he has agreed to do, and announcement will be made in a few weeks as to just what the program will be. [11, 383, 249, 473]
photo-title: DICK REDDING [655, 32, 743, 45]
